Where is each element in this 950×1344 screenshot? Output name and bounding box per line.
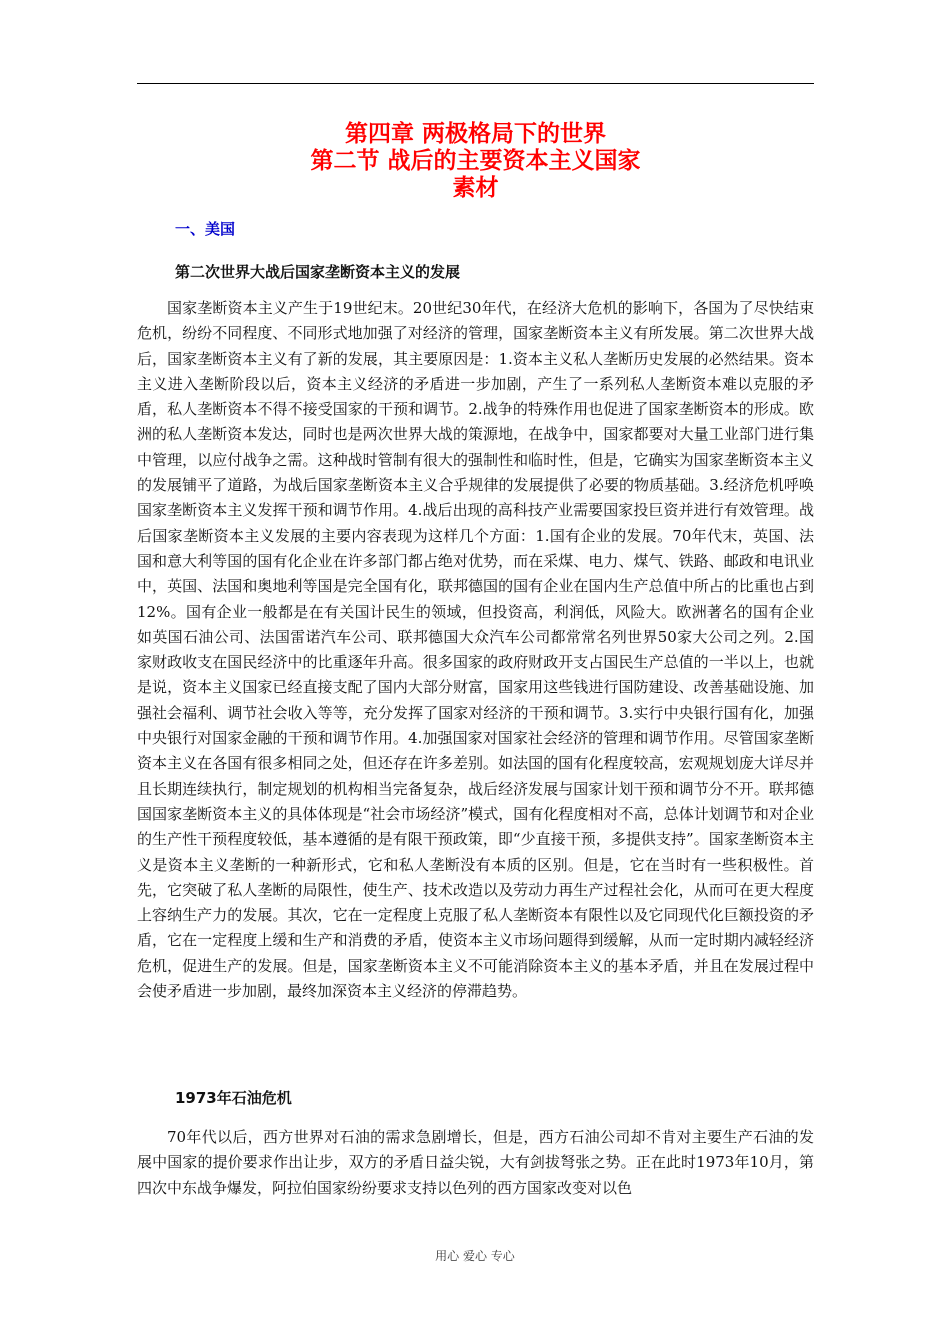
paragraph-monopoly-capitalism: 国家垄断资本主义产生于19世纪末。20世纪30年代，在经济大危机的影响下，各国为了尽快结束危机，纷纷不同程度、不同形式地加强了对经济的管理，国家垄断资本主义有所发展。第二次世界大战后，国家垄断资本主义有了新的发展，其主要原因是：1.资本主义私人垄断历史发展的必然结果。资本主义进入垄断阶段以后，资本主义经济的矛盾进一步加剧，产生了一系列私人垄断资本难以克服的矛盾，私人垄断资本不得不接受国家的干预和调节。2.战争的特殊作用也促进了国家垄断资本的形成。欧洲的私人垄断资本发达，同时也是两次世界大战的策源地，在战争中，国家都要对大量工业部门进行集中管理，以应付战争之需。这种战时管制有很大的强制性和临时性，但是，它确实为国家垄断资本主义的发展铺平了道路，为战后国家垄断资本主义合乎规律的发展提供了必要的物质基础。3.经济危机呼唤国家垄断资本主义发挥干预和调节作用。4.战后出现的高科技产业需要国家投巨资并进行有效管理。战后国家垄断资本主义发展的主要内容表现为这样几个方面：1.国有企业的发展。70年代末，英国、法国和意大利等国的国有化企业在许多部门都占绝对优势，而在采煤、电力、煤气、铁路、邮政和电讯业中，英国、法国和奥地利等国是完全国有化，联邦德国的国有企业在国内生产总值中所占的比重也占到12%。国有企业一般都是在有关国计民生的领域，但投资高，利润低，风险大。欧洲著名的国有企业如英国石油公司、法国雷诺汽车公司、联邦德国大众汽车公司都常常名列世界50家大公司之列。2.国家财政收支在国民经济中的比重逐年升高。很多国家的政府财政开支占国民生产总值的一半以上，也就是说，资本主义国家已经直接支配了国内大部分财富，国家用这些钱进行国防建设、改善基础设施、加强社会福利、调节社会收入等等，充分发挥了国家对经济的干预和调节。3.实行中央银行国有化，加强中央银行对国家金融的干预和调节作用。4.加强国家对国家社会经济的管理和调节作用。尽管国家垄断资本主义在各国有很多相同之处，但还存在许多差别。如法国的国有化程度较高，宏观规划庞大详尽并且长期连续执行，制定规划的机构相当完备复杂，战后经济发展与国家计划干预和调节分不开。联邦德国国家垄断资本主义的具体体现是“社会市场经济”模式，国有化程度相对不高，总体计划调节和对企业的生产性干预程度较低，基本遵循的是有限干预政策，即“少直接干预，多提供支持”。国家垄断资本主义是资本主义垄断的一种新形式，它和私人垄断没有本质的区别。但是，它在当时有一些积极性。首先，它突破了私人垄断的局限性，使生产、技术改造以及劳动力再生产过程社会化，从而可在更大程度上容纳生产力的发展。其次，它在一定程度上克服了私人垄断资本有限性以及它同现代化巨额投资的矛盾，它在一定程度上缓和生产和消费的矛盾，使资本主义市场问题得到缓解，从而一定时期内减轻经济危机，促进生产的发展。但是，国家垄断资本主义不可能消除资本主义的基本矛盾，并且在发展过程中会使矛盾进一步加剧，最终加深资本主义经济的停滞趋势。 xyxy=(137,299,814,1001)
subsection-heading-monopoly-capitalism: 第二次世界大战后国家垄断资本主义的发展 xyxy=(175,263,461,281)
paragraph-oil-crisis: 70年代以后，西方世界对石油的需求急剧增长，但是，西方石油公司却不肯对主要生产石油的发展中国家的提价要求作出让步，双方的矛盾日益尖锐，大有剑拔弩张之势。正在此时1973年10月，第四次中东战争爆发，阿拉伯国家纷纷要求支持以色列的西方国家改变对以色 xyxy=(137,1128,814,1197)
section-heading-usa: 一、美国 xyxy=(175,220,236,238)
header-rule xyxy=(137,83,814,84)
chapter-title: 第四章 两极格局下的世界 xyxy=(344,121,606,147)
page-footer: 用心 爱心 专心 xyxy=(435,1249,515,1263)
subsection-heading-oil-crisis: 1973年石油危机 xyxy=(175,1089,292,1107)
section-title: 第二节 战后的主要资本主义国家 xyxy=(310,148,641,174)
material-title: 素材 xyxy=(452,175,499,201)
